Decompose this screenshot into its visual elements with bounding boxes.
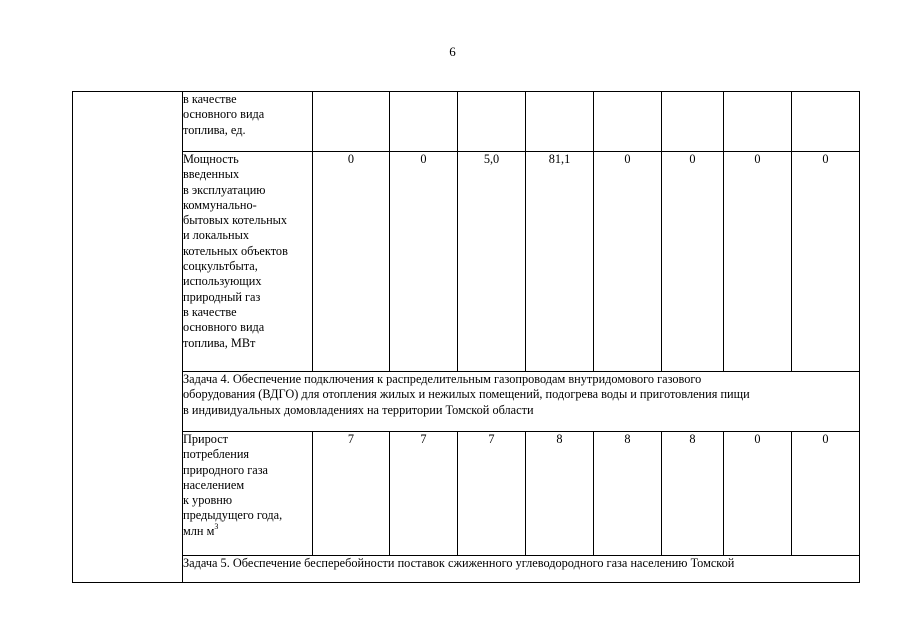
row-label: Прирост потребления природного газа населением к уровню предыдущего года, млн $м^3$ xyxy=(183,432,313,556)
table-row xyxy=(73,432,860,556)
indicators-table xyxy=(72,91,860,583)
row-label: Мощность введенных в эксплуатацию коммунально- бытовых котельных и локальных котельных объектов соцкультбыта, использующих природный газ в качестве основного вида топлива, МВт xyxy=(183,152,313,372)
value-cell: 0 xyxy=(313,152,390,372)
value-cell: 7 xyxy=(313,432,390,556)
blank-first-column xyxy=(73,92,183,583)
task-row xyxy=(73,556,860,583)
value-cell xyxy=(458,92,526,152)
value-cell: 5,0 xyxy=(458,152,526,372)
value-cell: 8 xyxy=(594,432,662,556)
table-row xyxy=(73,152,860,372)
value-cell xyxy=(792,92,860,152)
value-cell: 81,1 xyxy=(526,152,594,372)
value-cell: 0 xyxy=(792,432,860,556)
value-cell: 0 xyxy=(662,152,724,372)
table-row xyxy=(73,92,860,152)
value-cell: 0 xyxy=(792,152,860,372)
value-cell xyxy=(390,92,458,152)
task-row xyxy=(73,372,860,432)
value-cell xyxy=(594,92,662,152)
value-cell xyxy=(313,92,390,152)
value-cell: 0 xyxy=(724,152,792,372)
unit-superscript: 3 xyxy=(214,521,219,531)
value-cell xyxy=(724,92,792,152)
value-cell: 8 xyxy=(526,432,594,556)
value-cell: 7 xyxy=(458,432,526,556)
page-number: 6 xyxy=(449,44,456,59)
value-cell: 0 xyxy=(594,152,662,372)
value-cell: 0 xyxy=(724,432,792,556)
value-cell xyxy=(526,92,594,152)
value-cell: 7 xyxy=(390,432,458,556)
value-cell: 8 xyxy=(662,432,724,556)
row-label: в качестве основного вида топлива, ед. xyxy=(183,92,313,152)
value-cell xyxy=(662,92,724,152)
task-5-heading: Задача 5. Обеспечение бесперебойности поставок сжиженного углеводородного газа населению Томской xyxy=(183,556,860,583)
value-cell: 0 xyxy=(390,152,458,372)
task-4-heading: Задача 4. Обеспечение подключения к распределительным газопроводам внутридомового газового оборудования (ВДГО) для отопления жилых и нежилых помещений, подогрева воды и приготовления пищи в индивидуальных домовладениях на территории Томской области xyxy=(183,372,860,432)
